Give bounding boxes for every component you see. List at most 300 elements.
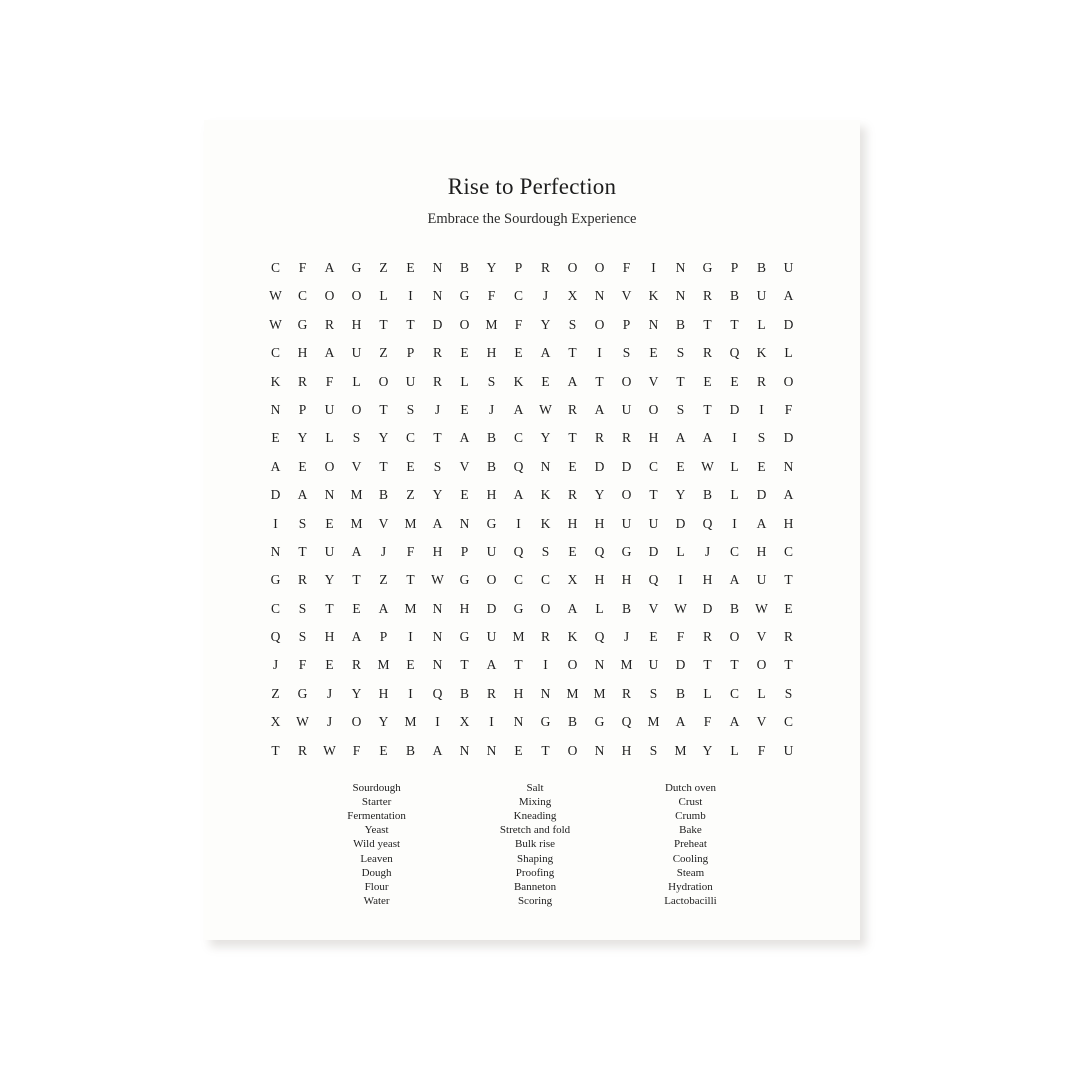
grid-cell: K [756,345,767,361]
grid-cell: M [350,515,363,531]
grid-cell: C [297,288,307,304]
grid-cell: O [540,600,551,616]
grid-cell: J [272,657,279,673]
grid-cell: O [351,401,362,417]
grid-cell: Q [594,543,605,559]
grid-cell: R [432,345,442,361]
grid-cell: R [702,288,712,304]
grid-cell: N [594,742,605,758]
grid-cell: I [435,714,440,730]
grid-cell: E [406,458,415,474]
grid-cell: N [486,742,497,758]
grid-cell: Q [594,629,605,645]
grid-cell: B [756,260,766,275]
grid-cell: E [298,458,307,474]
grid-cell: P [460,543,469,559]
grid-cell: C [648,458,658,474]
grid-cell: O [324,288,335,304]
grid-cell: G [540,714,551,730]
grid-cell: P [379,629,388,645]
grid-cell: S [541,543,550,559]
grid-cell: N [594,657,605,673]
grid-cell: D [486,600,497,616]
grid-cell: R [621,685,631,701]
grid-cell: O [351,714,362,730]
grid-cell: E [568,543,577,559]
grid-cell: L [460,373,469,389]
grid-cell: U [756,572,767,588]
grid-cell: Y [432,487,443,503]
grid-cell: F [325,373,334,389]
grid-cell: I [732,515,737,531]
grid-cell: K [567,629,578,645]
grid-cell: W [431,572,444,588]
grid-cell: X [270,714,281,730]
grid-cell: R [783,629,793,645]
grid-cell: P [622,316,631,332]
grid-cell: N [783,458,794,474]
grid-cell: T [649,487,658,503]
grid-cell: L [595,600,604,616]
word-list-column [500,781,570,908]
grid-cell: P [298,401,307,417]
grid-cell: M [404,515,417,531]
grid-cell: N [459,515,470,531]
grid-cell: F [784,401,793,417]
grid-cell: M [566,685,579,701]
grid-cell: Z [379,260,388,275]
grid-cell: E [379,742,388,758]
word-list-item: Preheat [673,838,707,851]
grid-cell: T [379,316,388,332]
grid-cell: V [621,288,632,304]
grid-cell: N [648,316,659,332]
grid-cell: R [567,487,577,503]
grid-cell: T [379,458,388,474]
grid-cell: T [784,657,793,673]
grid-cell: U [405,373,416,389]
grid-cell: Y [351,685,362,701]
grid-cell: Z [271,685,280,701]
grid-cell: L [352,373,361,389]
grid-cell: W [674,600,687,616]
grid-cell: L [730,742,739,758]
grid-cell: A [783,288,794,304]
grid-cell: E [568,458,577,474]
grid-cell: F [487,288,496,304]
grid-cell: C [540,572,550,588]
grid-cell: S [352,430,361,446]
grid-cell: S [676,345,685,361]
word-list-item: Flour [364,880,389,893]
word-list-item: Steam [676,866,705,879]
grid-cell: Y [297,430,308,446]
grid-cell: D [729,401,740,417]
grid-cell: M [485,316,498,332]
grid-cell: D [594,458,605,474]
grid-cell: B [675,316,685,332]
grid-cell: T [379,401,388,417]
grid-cell: T [298,543,307,559]
grid-cell: G [621,543,632,559]
grid-cell: S [298,515,307,531]
grid-cell: I [516,515,521,531]
grid-cell: I [408,629,413,645]
grid-cell: T [703,401,712,417]
grid-cell: J [326,685,333,701]
grid-cell: E [271,430,280,446]
grid-cell: Y [594,487,605,503]
grid-cell: U [351,345,362,361]
grid-cell: G [270,572,281,588]
grid-cell: I [732,430,737,446]
grid-cell: O [567,260,578,275]
grid-cell: E [460,487,469,503]
grid-cell: T [784,572,793,588]
grid-cell: A [513,401,524,417]
word-list-item: Hydration [668,880,713,893]
word-list-item: Bulk rise [515,838,556,851]
grid-cell: U [486,543,497,559]
grid-cell: D [648,543,659,559]
grid-cell: D [702,600,713,616]
grid-cell: A [297,487,308,503]
grid-cell: H [567,515,578,531]
grid-cell: E [676,458,685,474]
grid-cell: L [757,685,766,701]
grid-cell: U [783,742,794,758]
page-title: Rise to Perfection [447,174,617,199]
word-list-item: Starter [361,796,392,809]
grid-cell: S [649,685,658,701]
grid-cell: U [324,401,335,417]
grid-cell: G [459,629,470,645]
grid-cell: U [783,260,794,275]
grid-cell: H [378,685,389,701]
grid-cell: M [350,487,363,503]
grid-cell: J [623,629,630,645]
grid-cell: I [408,685,413,701]
grid-cell: N [432,260,443,275]
grid-cell: B [621,600,631,616]
grid-cell: H [702,572,713,588]
grid-cell: R [567,401,577,417]
grid-cell: G [351,260,362,275]
grid-cell: R [324,316,334,332]
grid-cell: Y [324,572,335,588]
grid-cell: H [756,543,767,559]
word-list-item: Water [363,894,390,907]
grid-cell: N [540,458,551,474]
grid-cell: G [459,572,470,588]
grid-cell: V [648,373,659,389]
grid-cell: C [270,345,280,361]
grid-cell: M [404,600,417,616]
grid-cell: A [270,458,281,474]
grid-cell: L [784,345,793,361]
grid-cell: U [648,515,659,531]
word-list-item: Scoring [517,894,553,907]
word-list-item: Yeast [364,824,389,837]
grid-cell: Q [513,543,524,559]
grid-cell: W [269,316,282,332]
grid-cell: N [324,487,335,503]
grid-cell: E [460,401,469,417]
word-list-item: Crust [678,796,703,809]
grid-cell: K [270,373,281,389]
grid-cell: N [675,260,686,275]
grid-cell: L [325,430,334,446]
grid-cell: J [488,401,495,417]
grid-cell: O [648,401,659,417]
grid-cell: S [568,316,577,332]
grid-cell: M [647,714,660,730]
grid-cell: N [270,543,281,559]
grid-cell: V [378,515,389,531]
grid-cell: O [378,373,389,389]
grid-cell: L [730,458,739,474]
grid-cell: E [406,260,415,275]
grid-cell: A [783,487,794,503]
grid-cell: H [621,742,632,758]
grid-cell: T [352,572,361,588]
grid-cell: Q [513,458,524,474]
grid-cell: S [298,600,307,616]
grid-cell: H [459,600,470,616]
grid-cell: O [324,458,335,474]
grid-cell: E [757,458,766,474]
grid-cell: S [757,430,766,446]
grid-cell: F [298,260,307,275]
grid-cell: C [729,543,739,559]
grid-cell: I [651,260,656,275]
grid-cell: F [514,316,523,332]
grid-cell: N [459,742,470,758]
grid-cell: B [675,685,685,701]
grid-cell: E [325,515,334,531]
grid-cell: H [324,629,335,645]
grid-cell: A [594,401,605,417]
grid-cell: V [648,600,659,616]
grid-cell: E [460,345,469,361]
grid-cell: D [783,316,794,332]
grid-cell: S [676,401,685,417]
grid-cell: X [567,288,578,304]
grid-cell: Y [540,430,551,446]
grid-cell: I [678,572,683,588]
grid-cell: S [622,345,631,361]
grid-cell: O [594,260,605,275]
grid-cell: Y [378,430,389,446]
grid-cell: T [514,657,523,673]
grid-cell: C [729,685,739,701]
grid-cell: O [567,657,578,673]
grid-cell: A [432,742,443,758]
grid-cell: G [297,316,308,332]
grid-cell: A [486,657,497,673]
grid-cell: R [540,629,550,645]
grid-cell: N [432,629,443,645]
grid-cell: J [704,543,711,559]
grid-cell: T [541,742,550,758]
grid-cell: F [622,260,631,275]
grid-cell: O [594,316,605,332]
grid-cell: H [486,345,497,361]
grid-cell: K [540,515,551,531]
grid-cell: E [514,345,523,361]
grid-cell: F [298,657,307,673]
grid-cell: A [459,430,470,446]
word-list-item: Stretch and fold [499,824,571,837]
grid-cell: Y [702,742,713,758]
grid-cell: E [649,629,658,645]
grid-cell: E [325,657,334,673]
word-list-item: Dutch oven [664,782,716,795]
grid-cell: U [486,629,497,645]
grid-cell: Y [378,714,389,730]
word-search-sheet [204,120,860,940]
grid-cell: Z [406,487,415,503]
word-list-item: Fermentation [347,810,406,823]
grid-cell: E [541,373,550,389]
grid-cell: O [567,742,578,758]
grid-cell: H [351,316,362,332]
word-list-column [664,781,717,908]
grid-cell: B [405,742,415,758]
word-list-item: Leaven [360,852,393,865]
grid-cell: W [701,458,714,474]
grid-cell: A [540,345,551,361]
grid-cell: S [406,401,415,417]
grid-cell: U [621,401,632,417]
grid-cell: O [756,657,767,673]
grid-cell: H [297,345,308,361]
grid-cell: U [621,515,632,531]
grid-cell: T [703,316,712,332]
word-list-item: Bake [679,824,702,837]
grid-cell: M [620,657,633,673]
grid-cell: H [486,487,497,503]
word-list-item: Kneading [513,810,557,823]
grid-cell: D [432,316,443,332]
grid-cell: T [271,742,280,758]
grid-cell: A [324,260,335,275]
grid-cell: K [540,487,551,503]
grid-cell: W [755,600,768,616]
grid-cell: F [676,629,685,645]
grid-cell: F [757,742,766,758]
grid-cell: T [730,657,739,673]
grid-cell: A [702,430,713,446]
grid-cell: T [433,430,442,446]
grid-cell: Q [729,345,740,361]
grid-cell: M [674,742,687,758]
grid-cell: Q [648,572,659,588]
word-list-item: Crumb [675,810,706,823]
grid-cell: F [703,714,712,730]
grid-cell: W [269,288,282,304]
grid-cell: H [432,543,443,559]
grid-cell: R [756,373,766,389]
grid-cell: V [351,458,362,474]
grid-cell: E [730,373,739,389]
grid-cell: I [489,714,494,730]
word-list-item: Cooling [672,852,709,865]
grid-cell: D [621,458,632,474]
grid-cell: H [621,572,632,588]
grid-cell: O [486,572,497,588]
grid-cell: I [759,401,764,417]
grid-cell: A [513,487,524,503]
grid-cell: R [621,430,631,446]
grid-cell: O [459,316,470,332]
grid-cell: W [323,742,336,758]
grid-cell: B [729,600,739,616]
grid-cell: Q [702,515,713,531]
grid-cell: X [567,572,578,588]
grid-cell: T [568,345,577,361]
grid-cell: N [594,288,605,304]
grid-cell: E [514,742,523,758]
grid-cell: O [783,373,794,389]
grid-cell: Y [675,487,686,503]
grid-cell: M [404,714,417,730]
grid-cell: E [649,345,658,361]
grid-cell: F [406,543,415,559]
grid-cell: J [380,543,387,559]
grid-cell: T [406,572,415,588]
grid-cell: Y [486,260,497,275]
grid-cell: J [542,288,549,304]
grid-cell: R [702,629,712,645]
grid-cell: R [432,373,442,389]
grid-cell: B [486,458,496,474]
grid-cell: N [432,288,443,304]
grid-cell: D [270,487,281,503]
grid-cell: C [513,572,523,588]
grid-cell: W [296,714,309,730]
grid-cell: E [406,657,415,673]
grid-cell: A [729,714,740,730]
grid-cell: S [433,458,442,474]
grid-cell: C [513,430,523,446]
word-list-column [347,781,406,908]
grid-cell: B [702,487,712,503]
grid-cell: H [648,430,659,446]
grid-cell: K [513,373,524,389]
grid-cell: B [459,685,469,701]
grid-cell: I [597,345,602,361]
grid-cell: T [703,657,712,673]
grid-cell: E [352,600,361,616]
grid-cell: R [297,572,307,588]
grid-cell: D [675,657,686,673]
grid-cell: T [730,316,739,332]
grid-cell: G [702,260,713,275]
grid-cell: C [783,714,793,730]
grid-cell: A [675,714,686,730]
grid-cell: S [784,685,793,701]
grid-cell: R [297,742,307,758]
grid-cell: D [783,430,794,446]
grid-cell: Q [432,685,443,701]
word-list-item: Mixing [518,796,552,809]
grid-cell: H [594,515,605,531]
grid-cell: Z [379,572,388,588]
grid-cell: A [351,629,362,645]
grid-cell: E [703,373,712,389]
grid-cell: U [324,543,335,559]
